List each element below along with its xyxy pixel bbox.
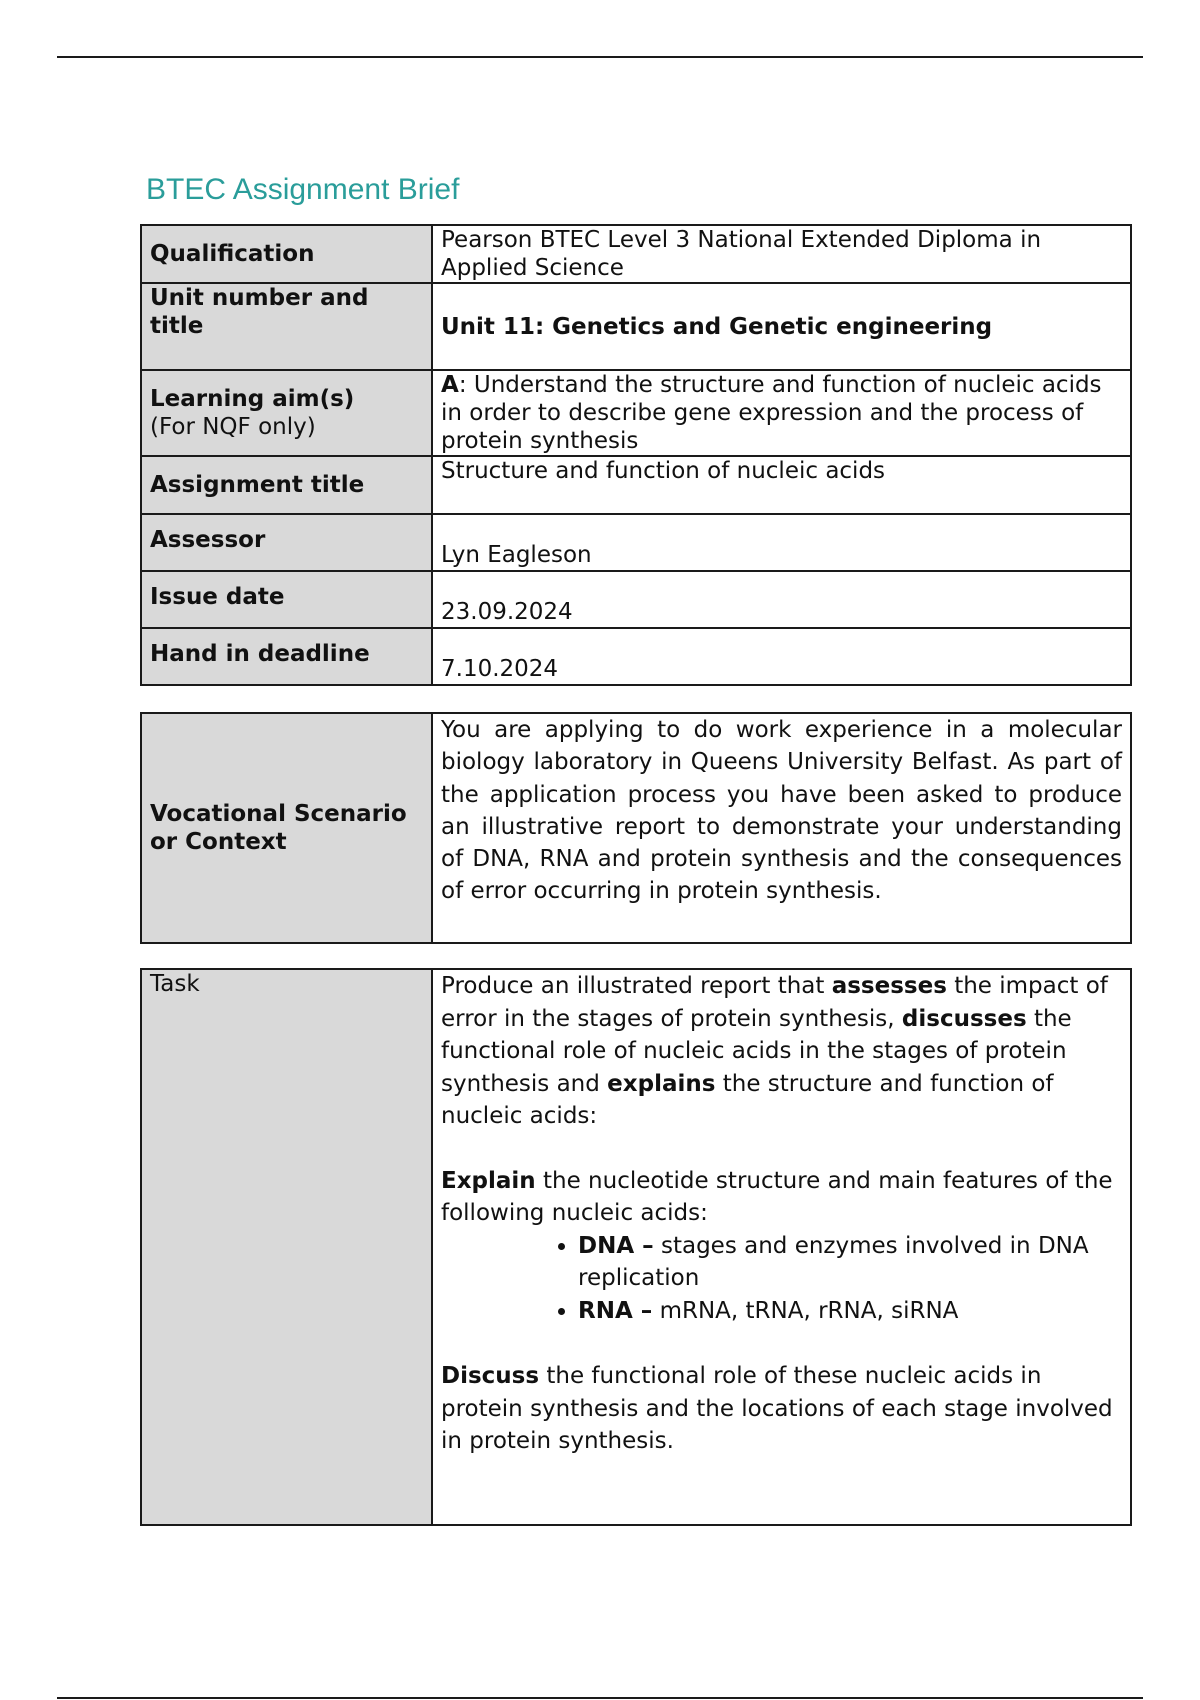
qualification-row xyxy=(141,225,1131,283)
learning-aim-label: Learning aim(s) xyxy=(150,386,355,412)
task-intro-text: the impact of error in the stages of protein synthesis, xyxy=(441,973,1108,1032)
learning-aim-row xyxy=(141,370,1131,456)
learning-aim-cell xyxy=(141,370,432,456)
assignment-title-label: Assignment title xyxy=(141,456,432,514)
task-row xyxy=(141,969,1131,1525)
unit-label: Unit number and title xyxy=(141,283,432,370)
assessor-row xyxy=(141,514,1131,571)
task-intro-text: the functional role of nucleic acids in the stages of protein synthesis and xyxy=(441,1005,1072,1097)
issue-date-label: Issue date xyxy=(141,571,432,628)
task-explain xyxy=(441,1165,1122,1230)
task-intro xyxy=(441,970,1122,1133)
list-item-text: stages and enzymes involved in DNA replication xyxy=(578,1232,1089,1291)
learning-aim-cell-value xyxy=(432,370,1131,456)
task-explain-bold: Explain xyxy=(441,1167,536,1194)
task-explain-text: the nucleotide structure and main features of the following nucleic acids: xyxy=(441,1167,1113,1226)
task-intro-bold: assesses xyxy=(831,973,947,999)
deadline-row xyxy=(141,628,1131,685)
deadline-value: 7.10.2024 xyxy=(432,628,1131,685)
assignment-title-row xyxy=(141,456,1131,514)
task-discuss xyxy=(441,1360,1122,1458)
task-intro-text: Produce an illustrated report that xyxy=(441,973,832,999)
qualification-label: Qualification xyxy=(141,225,432,283)
top-rule xyxy=(57,56,1143,58)
bottom-rule xyxy=(57,1697,1143,1699)
task-discuss-bold: Discuss xyxy=(441,1363,540,1389)
scenario-text: You are applying to do work experience in a molecular biology laboratory in Queens University Belfast. As part of the application process you have been asked to produce an illustrative report to demonstrate your understanding of DNA, RNA and protein synthesis and the consequences of error occurring in protein synthesis. xyxy=(432,713,1131,943)
list-item-bold: DNA – xyxy=(578,1232,654,1259)
assessor-value: Lyn Eagleson xyxy=(432,514,1131,571)
task-intro-bold: discusses xyxy=(901,1005,1027,1032)
learning-aim-sublabel: (For NQF only) xyxy=(150,414,316,440)
nucleic-acid-list xyxy=(441,1230,1122,1328)
learning-aim-value: : Understand the structure and function of nucleic acids in order to describe gene expression and the process of protein synthesis xyxy=(441,372,1102,454)
details-table xyxy=(140,224,1132,686)
task-table xyxy=(140,968,1132,1526)
unit-value: Unit 11: Genetics and Genetic engineering xyxy=(432,283,1131,370)
brief-heading: BTEC Assignment Brief xyxy=(146,173,460,206)
deadline-label: Hand in deadline xyxy=(141,628,432,685)
scenario-row xyxy=(141,713,1131,943)
assignment-title-value: Structure and function of nucleic acids xyxy=(432,456,1131,514)
unit-row xyxy=(141,283,1131,370)
list-item-bold: RNA – xyxy=(578,1297,653,1324)
learning-aim-prefix: A xyxy=(441,372,459,398)
task-intro-text: the structure and function of nucleic acids: xyxy=(441,1070,1054,1129)
task-intro-bold: explains xyxy=(607,1070,716,1097)
list-item xyxy=(578,1295,1122,1328)
issue-date-row xyxy=(141,571,1131,628)
qualification-value: Pearson BTEC Level 3 National Extended Diploma in Applied Science xyxy=(432,225,1131,283)
scenario-label: Vocational Scenario or Context xyxy=(141,713,432,943)
task-discuss-text: the functional role of these nucleic acids in protein synthesis and the locations of each stage involved in protein synthesis. xyxy=(441,1363,1113,1454)
task-content xyxy=(432,969,1131,1525)
scenario-table xyxy=(140,712,1132,944)
task-label: Task xyxy=(141,969,432,1525)
list-item xyxy=(578,1230,1122,1295)
list-item-text: mRNA, tRNA, rRNA, siRNA xyxy=(652,1297,959,1324)
assessor-label: Assessor xyxy=(141,514,432,571)
issue-date-value: 23.09.2024 xyxy=(432,571,1131,628)
